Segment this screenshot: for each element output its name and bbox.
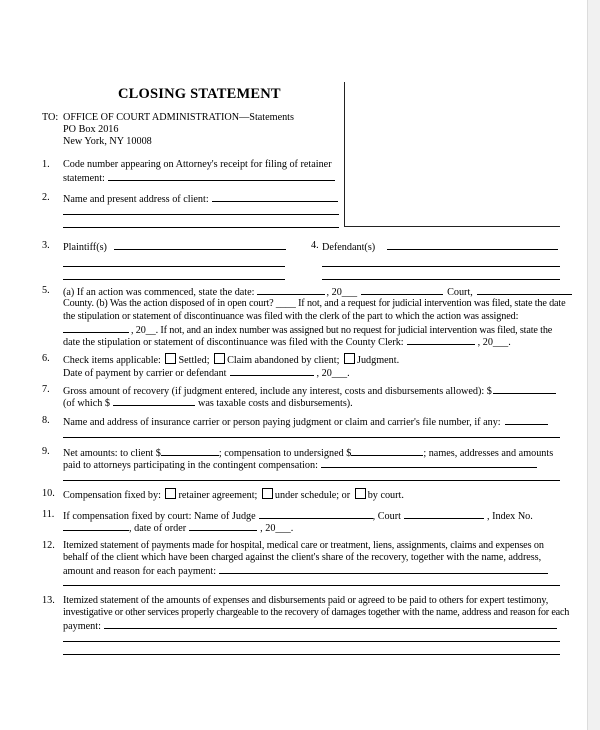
item-13-extra-row-1 — [63, 632, 560, 646]
item-5-e-text: date the stipulation or statement of discontinuance was filed with the County Clerk: — [63, 337, 404, 348]
item-8-row — [63, 415, 548, 429]
gross-recovery-field[interactable] — [493, 384, 556, 394]
payment-date-year: , 20___. — [316, 368, 350, 379]
item-13-line-2: investigative or other services properly chargeable to the recovery of damages together with the name, address and reason for each — [63, 607, 570, 618]
payment-date-field[interactable] — [230, 366, 314, 376]
attorney-code-field[interactable] — [108, 171, 335, 181]
item-9-number: 9. — [42, 446, 50, 457]
judgment-checkbox[interactable] — [344, 353, 355, 364]
item-13-line-3 — [63, 619, 557, 633]
action-county-field[interactable] — [477, 285, 572, 295]
client-address-field-2[interactable] — [63, 218, 339, 228]
taxable-costs-suffix: was taxable costs and disbursements). — [197, 398, 353, 409]
item-6-payment-row — [63, 366, 350, 380]
item-9-row-2 — [63, 458, 537, 472]
itemized-expenses-field-3[interactable] — [63, 645, 560, 655]
item-13-extra-row-2 — [63, 645, 560, 659]
item-5-e-year: , 20___. — [477, 337, 511, 348]
judgment-label: Judgment. — [356, 355, 400, 366]
court-field[interactable] — [404, 509, 484, 519]
retainer-agreement-checkbox[interactable] — [165, 488, 176, 499]
itemized-expenses-field[interactable] — [104, 619, 557, 629]
to-address-line-1: OFFICE OF COURT ADMINISTRATION—Statements — [63, 112, 294, 123]
item-5-line-e — [63, 335, 511, 349]
item-5-line-b: County. (b) Was the action disposed of in open court? ____ If not, and a request for judicial intervention was filed, state the date — [63, 298, 566, 309]
client-address-field-1[interactable] — [63, 205, 339, 215]
item-12-number: 12. — [42, 540, 55, 551]
item-4-number: 4. — [311, 240, 319, 251]
item-1-statement-label: statement: — [63, 173, 105, 184]
client-address-line-1 — [63, 205, 339, 219]
judge-name-label: If compensation fixed by court: Name of Judge — [63, 511, 256, 522]
under-schedule-label: under schedule; or — [274, 490, 351, 501]
item-3-number: 3. — [42, 240, 50, 251]
item-3-row — [63, 240, 286, 254]
item-12-extra-row-1 — [63, 576, 560, 590]
item-5-number: 5. — [42, 285, 50, 296]
item-1-text: Code number appearing on Attorney's receipt for filing of retainer — [63, 159, 332, 170]
participating-attorneys-field-2[interactable] — [63, 471, 560, 481]
net-attorney-label: ; compensation to undersigned $ — [218, 448, 352, 459]
taxable-costs-field[interactable] — [113, 396, 195, 406]
participating-attorneys-label: paid to attorneys participating in the contingent compensation: — [63, 460, 318, 471]
claim-abandoned-checkbox[interactable] — [214, 353, 225, 364]
item-5-a-year: , 20___ — [326, 287, 358, 298]
item-10-row — [63, 488, 404, 502]
net-names-label: ; names, addresses and amounts — [423, 448, 554, 459]
court-label: , Court — [372, 511, 401, 522]
action-commenced-date-field[interactable] — [257, 285, 325, 295]
itemized-payments-field[interactable] — [219, 564, 548, 574]
item-13-number: 13. — [42, 595, 55, 606]
insurance-carrier-field-2[interactable] — [63, 428, 560, 438]
plaintiff-field-3[interactable] — [63, 270, 285, 280]
net-client-field[interactable] — [161, 446, 219, 456]
county-clerk-date-field[interactable] — [407, 335, 475, 345]
by-court-label: by court. — [367, 490, 404, 501]
client-name-field[interactable] — [212, 192, 338, 202]
item-6-number: 6. — [42, 353, 50, 364]
under-schedule-checkbox[interactable] — [262, 488, 273, 499]
item-5-a-text: (a) If an action was commenced, state the date: — [63, 287, 255, 298]
item-11-row-2 — [63, 521, 293, 535]
plaintiff-field[interactable] — [114, 240, 286, 250]
document-title: CLOSING STATEMENT — [118, 86, 281, 102]
insurance-carrier-field[interactable] — [505, 415, 548, 425]
item-5-d-year: , 20__. — [131, 325, 158, 336]
defendant-field-3[interactable] — [322, 270, 560, 280]
item-1-statement-row — [63, 171, 335, 185]
item-13-line-1: Itemized statement of the amounts of expenses and disbursements paid or agreed to be paid to others for expert testimony, — [63, 595, 549, 606]
to-label: TO: — [42, 112, 59, 123]
item-5-line-a — [63, 285, 572, 299]
defendant-label: Defendant(s) — [322, 242, 376, 253]
order-date-label: , date of order — [129, 523, 187, 534]
compensation-fixed-label: Compensation fixed by: — [63, 490, 161, 501]
plaintiff-extra-row-1 — [63, 257, 285, 271]
item-7-number: 7. — [42, 384, 50, 395]
item-12-line-1: Itemized statement of payments made for hospital, medical care or treatment, liens, assignments, claims and expenses on — [63, 540, 544, 551]
item-6-row — [63, 353, 399, 367]
itemized-expenses-label: payment: — [63, 621, 101, 632]
participating-attorneys-field[interactable] — [321, 458, 537, 468]
payment-date-label: Date of payment by carrier or defendant — [63, 368, 227, 379]
defendant-field[interactable] — [387, 240, 558, 250]
index-number-field[interactable] — [63, 521, 129, 531]
net-attorney-field[interactable] — [351, 446, 423, 456]
discontinuance-date-field[interactable] — [63, 323, 129, 333]
item-1-number: 1. — [42, 159, 50, 170]
item-2-row — [63, 192, 338, 206]
item-5-d-text: If not, and an index number was assigned but no request for judicial intervention was filed, state the — [160, 325, 553, 336]
plaintiff-extra-row-2 — [63, 270, 285, 284]
plaintiff-label: Plaintiff(s) — [63, 242, 107, 253]
defendant-field-2[interactable] — [322, 257, 560, 267]
item-2-number: 2. — [42, 192, 50, 203]
net-client-label: Net amounts: to client $ — [63, 448, 161, 459]
insurance-extra-row — [63, 428, 560, 442]
item-9-extra-row — [63, 471, 560, 485]
client-address-line-2 — [63, 218, 339, 232]
order-date-year: , 20___. — [260, 523, 294, 534]
index-number-label: , Index No. — [486, 511, 533, 522]
settled-label: Settled; — [178, 355, 210, 366]
retainer-agreement-label: retainer agreement; — [178, 490, 258, 501]
judge-name-field[interactable] — [259, 509, 373, 519]
item-6-label: Check items applicable: — [63, 355, 161, 366]
claim-abandoned-label: Claim abandoned by client; — [227, 355, 340, 366]
defendant-extra-row-1 — [322, 257, 560, 271]
item-2-text: Name and present address of client: — [63, 194, 209, 205]
item-5-a-court: Court, — [447, 287, 473, 298]
to-address-line-2: PO Box 2016 — [63, 124, 119, 135]
item-5-line-c: the stipulation or statement of discontinuance was filed with the clerk of the part to which the action was assigned: — [63, 311, 519, 322]
itemized-payments-label: amount and reason for each payment: — [63, 566, 217, 577]
taxable-costs-prefix: (of which $ — [63, 398, 110, 409]
item-7-row-2 — [63, 396, 353, 410]
itemized-payments-field-2[interactable] — [63, 576, 560, 586]
scrollbar[interactable] — [587, 0, 600, 730]
item-11-number: 11. — [42, 509, 55, 520]
item-4-row — [322, 240, 558, 254]
item-10-number: 10. — [42, 488, 55, 499]
filing-box-bottom-border — [344, 226, 560, 227]
gross-recovery-label: Gross amount of recovery (if judgment entered, include any interest, costs and disbursements allowed): $ — [63, 386, 492, 397]
item-12-line-2: behalf of the client which have been charged against the client's share of the recovery, together with the name, address, — [63, 552, 542, 563]
itemized-expenses-field-2[interactable] — [63, 632, 560, 642]
by-court-checkbox[interactable] — [355, 488, 366, 499]
action-court-field[interactable] — [361, 285, 443, 295]
filing-box-left-border — [344, 82, 345, 227]
settled-checkbox[interactable] — [165, 353, 176, 364]
to-address-line-3: New York, NY 10008 — [63, 136, 152, 147]
order-date-field[interactable] — [189, 521, 257, 531]
insurance-carrier-label: Name and address of insurance carrier or person paying judgment or claim and carrier's file number, if any: — [63, 417, 501, 428]
defendant-extra-row-2 — [322, 270, 560, 284]
item-8-number: 8. — [42, 415, 50, 426]
plaintiff-field-2[interactable] — [63, 257, 285, 267]
